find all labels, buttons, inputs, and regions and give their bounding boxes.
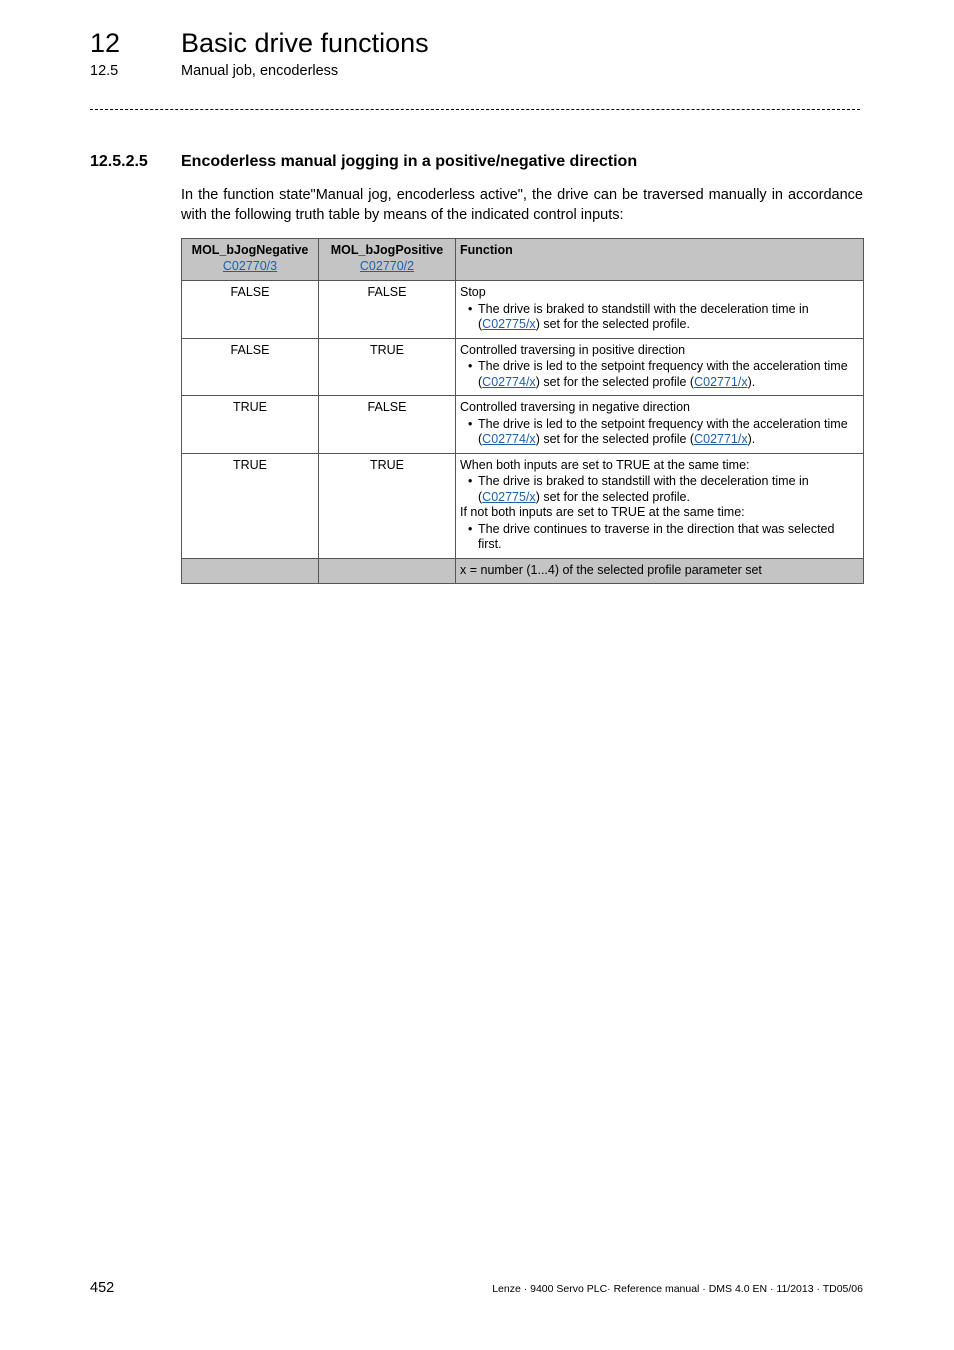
bullet-text: The drive is led to the setpoint frequency with the acceleration time (	[478, 416, 848, 446]
link-c02770-3[interactable]: C02770/3	[222, 258, 278, 273]
table-row	[182, 453, 864, 558]
header-jog-negative-label: MOL_bJogNegative	[191, 243, 309, 257]
cell-function	[456, 453, 864, 558]
document-info: Lenze · 9400 Servo PLC· Reference manual · DMS 4.0 EN · 11/2013 · TD05/06	[492, 1283, 863, 1295]
footnote-empty-cell	[319, 558, 456, 584]
bullet-item	[478, 474, 859, 505]
bullet-item: • The drive continues to traverse in the direction that was selected first.	[478, 522, 859, 553]
cell-jog-negative: TRUE	[182, 453, 319, 558]
header-jog-negative	[182, 239, 319, 281]
bullet-item	[478, 302, 859, 333]
bullet-text: The drive is braked to standstill with the deceleration time in (	[478, 301, 809, 331]
link-c02771-x[interactable]: C02771/x	[694, 374, 748, 389]
footnote-empty-cell	[182, 558, 319, 584]
function-bullets	[460, 522, 859, 553]
bullet-text-mid: ) set for the selected profile (	[535, 374, 695, 389]
bullet-text-mid: ) set for the selected profile (	[535, 432, 695, 446]
function-title: When both inputs are set to TRUE at the same time:	[460, 457, 750, 472]
function-bullets	[460, 302, 859, 333]
cell-jog-positive: TRUE	[319, 338, 456, 396]
header-jog-positive	[319, 239, 456, 281]
subsection-number: 12.5	[90, 63, 119, 79]
bullet-item	[478, 359, 859, 390]
cell-jog-positive: FALSE	[319, 281, 456, 339]
link-c02775-x[interactable]: C02775/x	[482, 489, 536, 504]
cell-function	[456, 281, 864, 339]
function-bullets	[460, 474, 859, 505]
function-bullets	[460, 359, 859, 390]
link-c02774-x[interactable]: C02774/x	[482, 432, 536, 446]
bullet-text-end: ).	[747, 432, 756, 446]
cell-jog-negative: FALSE	[182, 281, 319, 339]
page-number: 452	[90, 1280, 115, 1296]
cell-jog-negative: FALSE	[182, 338, 319, 396]
intro-paragraph: In the function state"Manual jog, encoderless active", the drive can be traversed manually in accordance with the following truth table by means of the indicated control inputs:	[181, 187, 863, 223]
table-footnote: x = number (1...4) of the selected profile parameter set	[456, 558, 864, 584]
cell-jog-positive: FALSE	[319, 396, 456, 454]
link-c02771-x[interactable]: C02771/x	[694, 432, 748, 446]
chapter-number: 12	[90, 28, 121, 58]
header-divider	[90, 109, 860, 110]
bullet-text: The drive is led to the setpoint frequency with the acceleration time (	[478, 359, 848, 389]
function-title-secondary: If not both inputs are set to TRUE at the same time:	[460, 505, 745, 519]
subsection-title: Manual job, encoderless	[181, 63, 339, 79]
section-title: Encoderless manual jogging in a positive/negative direction	[181, 153, 638, 170]
function-title: Controlled traversing in negative direction	[460, 400, 690, 414]
table-header-row	[182, 239, 864, 281]
cell-function	[456, 338, 864, 396]
bullet-text-end: ) set for the selected profile.	[535, 489, 690, 504]
table-row	[182, 281, 864, 339]
cell-function	[456, 396, 864, 454]
chapter-title: Basic drive functions	[181, 28, 429, 58]
header-function: Function	[456, 239, 864, 281]
header-jog-positive-label: MOL_bJogPositive	[330, 243, 444, 257]
link-c02774-x[interactable]: C02774/x	[482, 374, 536, 389]
link-c02775-x[interactable]: C02775/x	[482, 317, 536, 331]
bullet-text-end: ).	[747, 374, 756, 389]
bullet-text: The drive is braked to standstill with the deceleration time in (	[478, 474, 809, 504]
cell-jog-negative: TRUE	[182, 396, 319, 454]
table-row	[182, 396, 864, 454]
bullet-item	[478, 417, 859, 448]
section-number: 12.5.2.5	[90, 153, 148, 170]
cell-jog-positive: TRUE	[319, 453, 456, 558]
function-title: Controlled traversing in positive direction	[460, 342, 686, 357]
truth-table	[181, 238, 864, 584]
table-footnote-row	[182, 558, 864, 584]
function-title: Stop	[460, 285, 486, 299]
link-c02770-2[interactable]: C02770/2	[359, 258, 415, 273]
function-bullets	[460, 417, 859, 448]
table-row	[182, 338, 864, 396]
bullet-text-end: ) set for the selected profile.	[535, 317, 690, 331]
